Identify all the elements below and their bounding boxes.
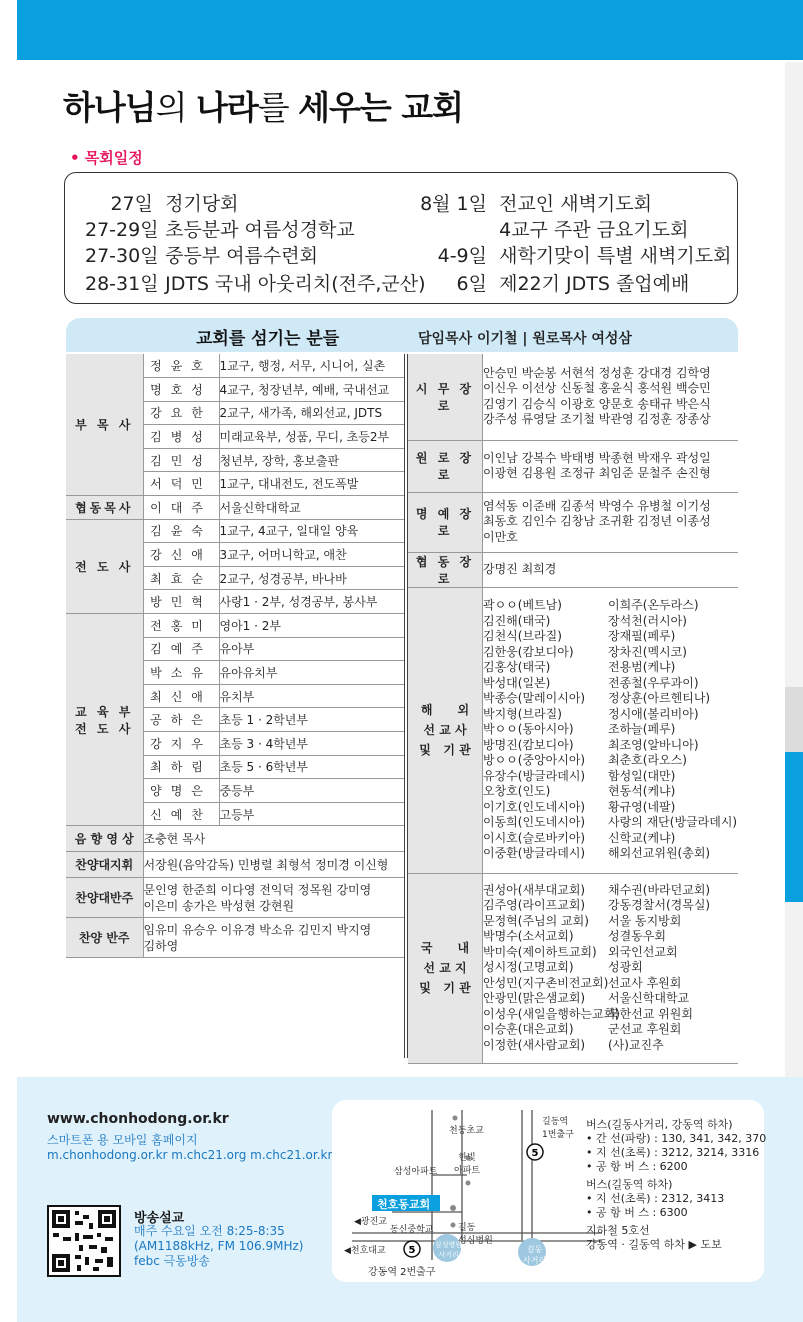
mission-item: 이성우(새일을행하는교회) — [483, 1006, 620, 1021]
schedule-item: 27-30일 중등부 여름수련회 — [85, 245, 318, 267]
mission-item: 정시애(볼리비아) — [608, 706, 699, 721]
role-header: 찬양 반주 — [66, 918, 143, 958]
staff-name: 김민성 — [143, 448, 219, 472]
table-row — [408, 492, 738, 552]
mission-item: 최조영(알바니아) — [608, 737, 699, 752]
staff-name: 양명은 — [143, 779, 219, 803]
role-members: 임유미 유승우 이유경 박소유 김민지 박지영 김하영 — [143, 918, 404, 958]
staff-name: 김윤숙 — [143, 519, 219, 543]
pastors-line: 담임목사 이기철 | 원로목사 여성삼 — [418, 331, 632, 347]
table-row — [66, 852, 404, 878]
mission-item: 박미숙(제이하트교회) — [483, 944, 597, 959]
mobile-links[interactable]: m.chonhodong.or.kr m.chc21.org m.chc21.or.kr — [47, 1148, 333, 1162]
staff-header — [66, 318, 738, 352]
mission-item: 김한웅(캄보디아) — [483, 644, 574, 659]
mission-item: 박지형(브라질) — [483, 706, 562, 721]
mission-item: 안성민(지구촌비전교회) — [483, 975, 609, 990]
map-label-exit2: 강동역 2번출구 — [368, 1267, 436, 1278]
mission-item: 군선교 후원회 — [608, 1022, 682, 1037]
table-row — [66, 354, 404, 378]
staff-duty: 사랑1 · 2부, 성경공부, 봉사부 — [219, 590, 404, 614]
transit-line: 강동역 · 길동역 하차 ▶ 도보 — [586, 1238, 722, 1251]
mission-item: 사랑의 재단(방글라데시) — [608, 815, 738, 830]
mission-item: 오창호(인도) — [483, 784, 551, 799]
elder-group-header: 협 동 장 로 — [408, 552, 483, 587]
staff-name: 명호성 — [143, 378, 219, 402]
mission-item: 전용범(케냐) — [608, 660, 676, 675]
group-header: 부 목 사 — [66, 354, 143, 496]
staff-duty: 유아부 — [219, 637, 404, 661]
staff-duty: 청년부, 장학, 홍보출판 — [219, 448, 404, 472]
elder-group-header: 원 로 장 로 — [408, 440, 483, 492]
transit-line: • 지 선(초록) : 2312, 3413 — [586, 1192, 725, 1205]
mission-item: 정상훈(아르헨티나) — [608, 691, 711, 706]
mission-item: 장재필(페루) — [608, 629, 676, 644]
church-marker-icon — [450, 1205, 456, 1211]
map-label-church: 천호동교회 — [377, 1198, 431, 1211]
mission-item: 이승훈(대은교회) — [483, 1022, 574, 1037]
staff-duty: 1교구, 행정, 서무, 시니어, 실촌 — [219, 354, 404, 378]
staff-duty: 4교구, 청장년부, 예배, 국내선교 — [219, 378, 404, 402]
staff-duty: 초등 3 · 4학년부 — [219, 732, 404, 756]
schedule-label: • 목회일정 — [70, 149, 143, 167]
schedule-item: 4교구 주관 금요기도회 — [499, 219, 689, 241]
staff-duty: 초등 1 · 2학년부 — [219, 708, 404, 732]
mission-item: 이동희(인도네시아) — [483, 815, 586, 830]
mission-item: 박명수(소서교회) — [483, 929, 574, 944]
staff-table-right — [408, 354, 738, 1064]
schedule-box — [64, 172, 738, 304]
map-label-gwangjin: ◀광진교 — [354, 1217, 388, 1227]
staff-name: 방민혁 — [143, 590, 219, 614]
staff-name: 강요한 — [143, 401, 219, 425]
table-row — [408, 552, 738, 587]
mission-item: 이정한(새사람교회) — [483, 1037, 586, 1052]
transit-line: • 지 선(초록) : 3212, 3214, 3316 — [586, 1146, 760, 1159]
staff-duty: 2교구, 성경공부, 바나바 — [219, 566, 404, 590]
elder-group-header: 시 무 장 로 — [408, 354, 483, 440]
website-url[interactable]: www.chonhodong.or.kr — [47, 1111, 229, 1127]
schedule-item: 27-29일 초등분과 여름성경학교 — [85, 219, 355, 241]
table-row — [66, 614, 404, 638]
mission-item: 성시정(고명교회) — [483, 960, 574, 975]
role-header: 음 향 영 상 — [66, 826, 143, 852]
elder-names: 염석동 이준배 김종석 박영수 유병철 이기성 최동호 김인수 김창남 조귀환 김정년 이종성 이만호 — [483, 492, 739, 552]
table-row — [66, 826, 404, 852]
table-row — [66, 918, 404, 958]
staff-name: 최효순 — [143, 566, 219, 590]
mission-item: 외국인선교회 — [608, 944, 678, 959]
mission-item: 김홍상(태국) — [483, 660, 551, 675]
line5-label: 5 — [531, 1148, 539, 1159]
mission-item: 조하늘(페루) — [608, 722, 676, 737]
elder-group-header: 명 예 장 로 — [408, 492, 483, 552]
map-label-apt1: 한빛 아파트 — [454, 1153, 481, 1176]
staff-name: 공하은 — [143, 708, 219, 732]
mission-header: 해 외 선 교 사 및 기 관 — [408, 587, 483, 873]
staff-name: 정윤호 — [143, 354, 219, 378]
schedule-item: 8월 1일 전교인 새벽기도회 — [420, 193, 652, 215]
map-label-junction2: 길동 사거리 — [523, 1245, 547, 1265]
mission-item: 신학교(케냐) — [608, 830, 676, 845]
mission-item: 북한선교 위원회 — [608, 1006, 693, 1021]
staff-duty: 2교구, 새가족, 해외선교, JDTS — [219, 401, 404, 425]
transit-line: • 간 선(파랑) : 130, 341, 342, 370 — [586, 1132, 767, 1145]
mission-item: 성광회 — [608, 960, 643, 975]
mission-item: 채수권(바라던교회) — [608, 882, 711, 897]
mission-item: 현동석(케냐) — [608, 784, 676, 799]
mission-item: 김진해(태국) — [483, 613, 551, 628]
elder-names: 강명진 최희경 — [483, 552, 739, 587]
map-label-exit1: 길동역 1번출구 — [542, 1117, 574, 1140]
schedule-item: 6일 제22기 JDTS 졸업예배 — [456, 273, 690, 295]
group-header: 전 도 사 — [66, 519, 143, 613]
staff-name: 최신애 — [143, 684, 219, 708]
mission-item: 김천식(브라질) — [483, 629, 562, 644]
table-row — [408, 587, 738, 873]
mission-item: 장차진(멕시코) — [608, 644, 687, 659]
mission-item: 권성아(새부대교회) — [483, 882, 586, 897]
transit-line: • 공 항 버 스 : 6200 — [586, 1160, 688, 1173]
elder-names: 안승민 박순봉 서현석 정성훈 강대경 김학영 이신우 이선상 신동철 홍윤식 홍석원 백승민 김영기 김승식 이광호 양문호 송태규 박은식 강주성 류영달 조기철 박관영 김정훈 장종상 — [483, 354, 739, 440]
staff-name: 김병성 — [143, 425, 219, 449]
mission-item: 최춘호(라오스) — [608, 753, 687, 768]
mission-item: 장석천(러시아) — [608, 613, 687, 628]
transit-line: 버스(길동역 하차) — [586, 1178, 673, 1191]
staff-duty: 1교구, 4교구, 일대일 양육 — [219, 519, 404, 543]
staff-name: 박소유 — [143, 661, 219, 685]
staff-table-left — [66, 354, 404, 958]
mission-item: 박종승(말레이시아) — [483, 691, 586, 706]
role-header: 찬양대지휘 — [66, 852, 143, 878]
staff-duty: 영아1 · 2부 — [219, 614, 404, 638]
table-row — [408, 354, 738, 440]
group-header: 교 육 부 전 도 사 — [66, 614, 143, 826]
staff-name: 전홍미 — [143, 614, 219, 638]
mission-item: 강동경찰서(경목실) — [608, 898, 711, 913]
mission-item: 해외선교위원(총회) — [608, 846, 711, 861]
mission-item: 박성대(일본) — [483, 675, 551, 690]
mission-item: 전종철(우루과이) — [608, 675, 699, 690]
staff-name: 최하림 — [143, 755, 219, 779]
staff-duty: 중등부 — [219, 779, 404, 803]
role-members: 서장원(음악감독) 민병렬 최형석 정미경 이신형 — [143, 852, 404, 878]
map-label-school: 천동초교 — [449, 1126, 484, 1136]
map-label-cheonho: ◀천호대교 — [344, 1246, 386, 1256]
schedule-item: 4-9일 새학기맞이 특별 새벽기도회 — [437, 245, 732, 267]
schedule-item: 28-31일 JDTS 국내 아웃리치(전주,군산) — [85, 273, 426, 295]
staff-name: 강신애 — [143, 543, 219, 567]
staff-name: 강지우 — [143, 732, 219, 756]
map-label-middle-school: 동신중학교 — [390, 1225, 434, 1235]
mission-item: 방ㅇㅇ(중앙아시아) — [483, 753, 586, 768]
staff-name: 서덕민 — [143, 472, 219, 496]
mission-item: 김주영(라이프교회) — [483, 898, 586, 913]
staff-title: 교회를 섬기는 분들 — [196, 329, 340, 349]
staff-name: 신예찬 — [143, 802, 219, 826]
mission-item: 선교사 후원회 — [608, 975, 682, 990]
schedule-item: 27일 정기당회 — [110, 193, 239, 215]
top-color-band — [17, 0, 803, 60]
mission-item: 박ㅇㅇ(동아시아) — [483, 722, 574, 737]
transit-line: 버스(길동사거리, 강동역 하차) — [586, 1118, 733, 1131]
mission-item: 문정혁(주님의 교회) — [483, 913, 589, 928]
table-row — [66, 519, 404, 543]
transit-line: • 공 항 버 스 : 6300 — [586, 1206, 688, 1219]
role-header: 찬양대반주 — [66, 878, 143, 918]
mission-item: 곽ㅇㅇ(베트남) — [483, 598, 562, 613]
staff-duty: 1교구, 대내전도, 전도폭발 — [219, 472, 404, 496]
broadcast-title: 방송설교 — [134, 1211, 185, 1226]
mission-item: 안광민(맑은샘교회) — [483, 991, 586, 1006]
staff-duty: 고등부 — [219, 802, 404, 826]
map-label-junction1: 삼성병원 사거리 — [435, 1241, 463, 1259]
mission-item: 함성일(대만) — [608, 768, 676, 783]
broadcast-info: 매주 수요일 오전 8:25-8:35 (AM1188kHz, FM 106.9MHz) febc 극동방송 — [134, 1224, 304, 1268]
mission-header: 국 내 선 교 지 및 기 관 — [408, 873, 483, 1063]
role-members: 문인영 한준희 이다영 전익덕 정목원 강미영 이은미 송가은 박성현 강현원 — [143, 878, 404, 918]
table-row — [66, 496, 404, 520]
mission-item: 성결동우회 — [608, 929, 666, 944]
table-row — [408, 440, 738, 492]
map-label-apt2: 삼성아파트 — [394, 1167, 438, 1177]
mission-item: 이중환(방글라데시) — [483, 846, 586, 861]
transit-line: 지하철 5호선 — [586, 1224, 650, 1237]
table-row — [408, 873, 738, 1063]
mission-item: 유장수(방글라데시) — [483, 768, 586, 783]
staff-duty: 3교구, 어머니학교, 애찬 — [219, 543, 404, 567]
mission-item: 방명진(캄보디아) — [483, 737, 574, 752]
staff-duty: 유아유치부 — [219, 661, 404, 685]
mission-item: 이기호(인도네시아) — [483, 799, 586, 814]
elder-names: 이인남 강복수 박태병 박종현 박재우 곽성일 이광현 김용원 조정규 최임준 문철주 손진형 — [483, 440, 739, 492]
mission-item: (사)교진추 — [608, 1037, 664, 1052]
mission-item: 서울신학대학교 — [608, 991, 690, 1006]
mobile-homepage: 스마트폰 용 모바일 홈페이지 m.chonhodong.or.kr m.chc21.org m.chc21.or.kr — [47, 1133, 333, 1162]
page-title: 하나님의 나라를 세우는 교회 — [63, 88, 464, 127]
map-label-hospital: 길동 성심병원 — [458, 1223, 493, 1246]
staff-duty: 서울신학대학교 — [219, 496, 404, 520]
staff-name: 김예주 — [143, 637, 219, 661]
table-row — [66, 878, 404, 918]
staff-duty: 초등 5 · 6학년부 — [219, 755, 404, 779]
staff-duty: 유치부 — [219, 684, 404, 708]
mission-item: 황규영(네팔) — [608, 799, 676, 814]
staff-duty: 미래교육부, 성품, 무디, 초등2부 — [219, 425, 404, 449]
mission-item: 서울 동지방회 — [608, 913, 682, 928]
group-header: 협동목사 — [66, 496, 143, 520]
line5-label: 5 — [408, 1245, 416, 1256]
role-members: 조충현 목사 — [143, 826, 404, 852]
transit-directions — [586, 1118, 766, 1252]
staff-name: 이대주 — [143, 496, 219, 520]
mission-item: 이시호(슬로바키아) — [483, 830, 586, 845]
mission-item: 이희주(온두라스) — [608, 598, 699, 613]
qr-code-icon — [47, 1205, 121, 1277]
